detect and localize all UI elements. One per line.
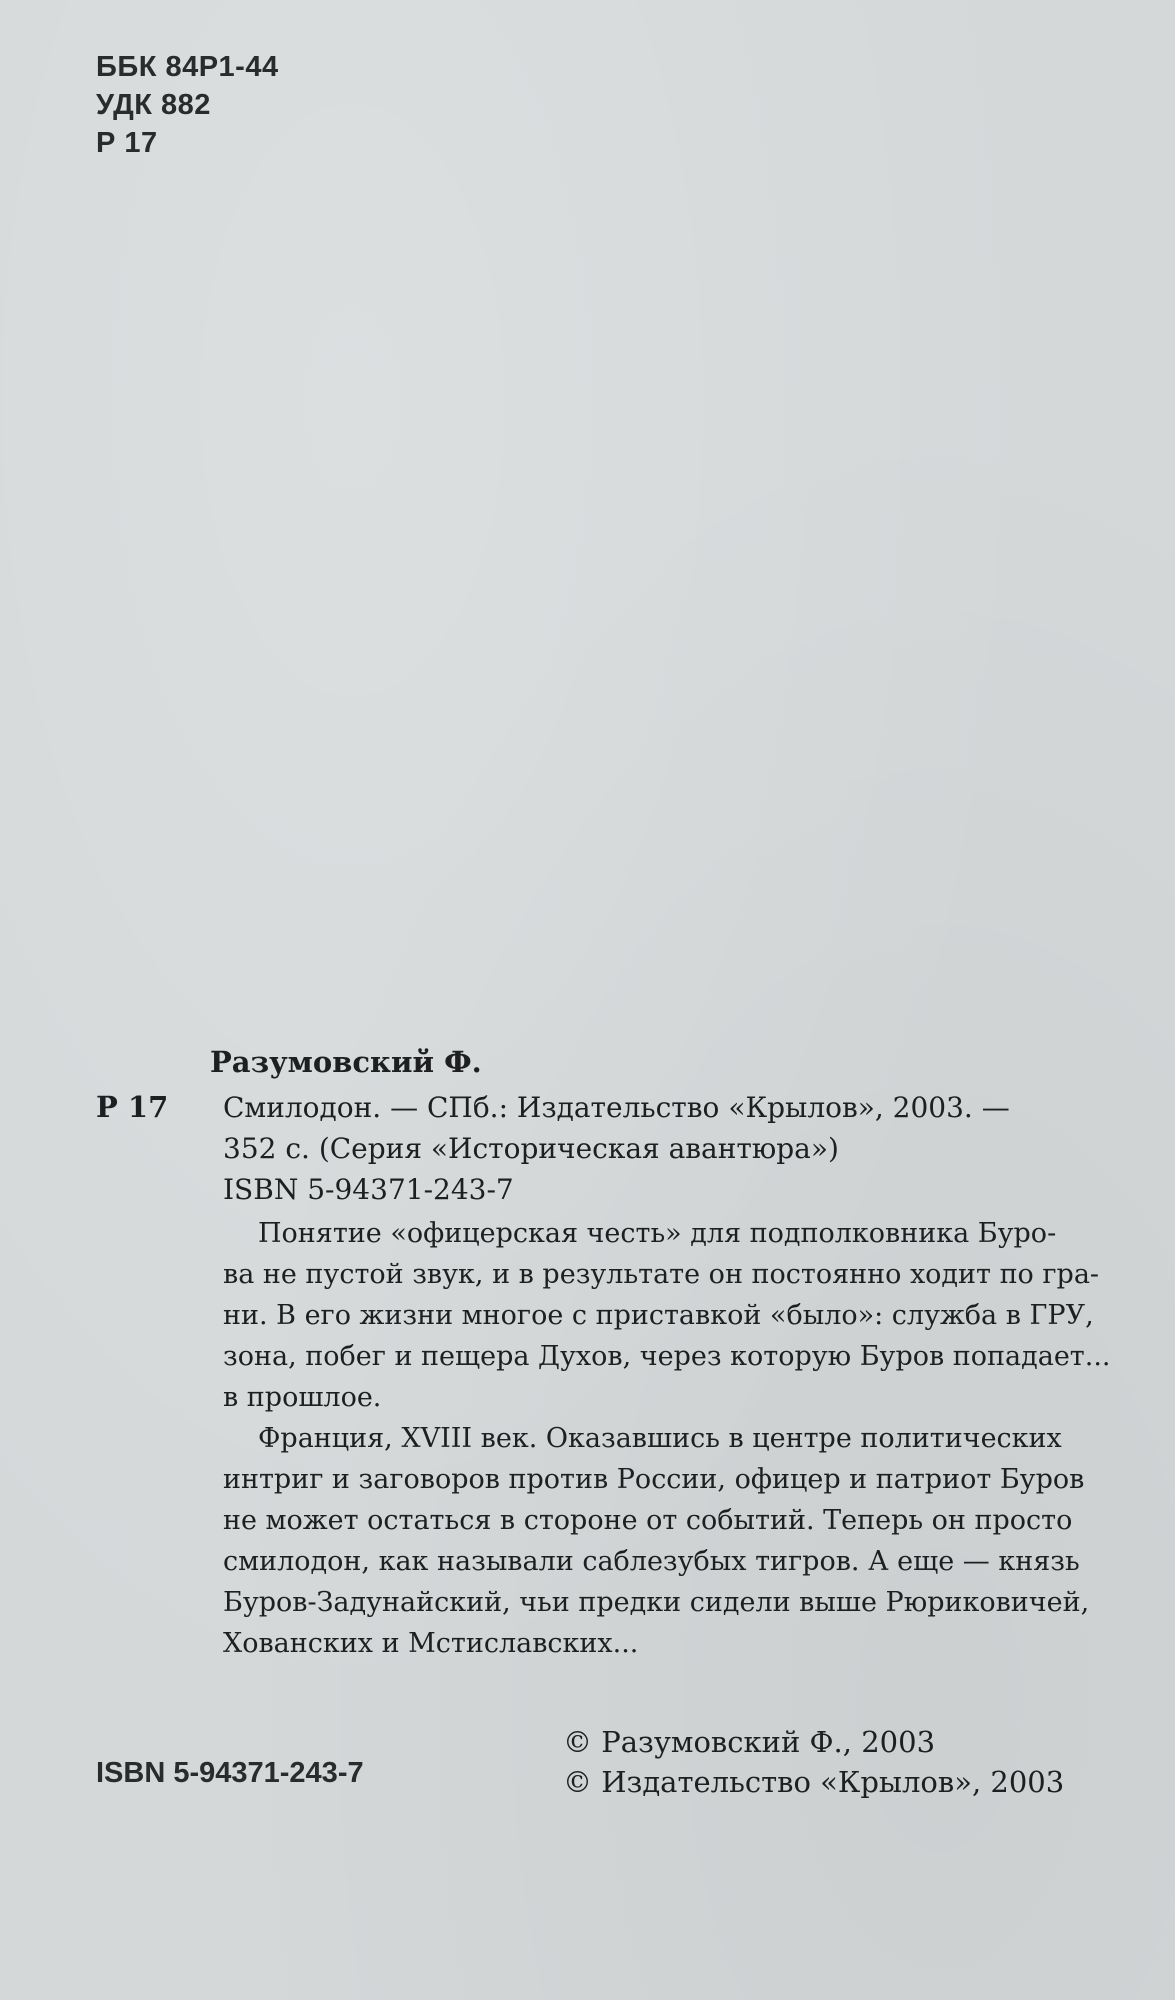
classification-block [96,48,279,162]
annotation-line: ни. В его жизни многое с приставкой «было»: служба в ГРУ, [223,1300,1094,1331]
copyright-block [563,1722,1064,1802]
annotation-line: зона, побег и пещера Духов, через которую Буров попадает... [223,1341,1111,1372]
annotation-line: Понятие «офицерская честь» для подполковника Буро- [258,1218,1057,1249]
copyright-author: © Разумовский Ф., 2003 [563,1725,936,1759]
annotation [223,1213,1123,1664]
copyright-publisher: © Издательство «Крылов», 2003 [563,1765,1065,1799]
annotation-line: ва не пустой звук, и в результате он постоянно ходит по гра- [223,1259,1100,1290]
annotation-line: смилодон, как называли саблезубых тигров. А еще — князь [223,1546,1080,1577]
annotation-line: интриг и заговоров против России, офицер и патриот Буров [223,1464,1085,1495]
entry-line: 352 с. (Серия «Историческая авантюра») [223,1132,839,1165]
bbk-code: ББК 84Р1-44 [96,51,279,83]
entry-code: Р 17 [96,1090,169,1124]
entry-line: ISBN 5-94371-243-7 [223,1173,514,1206]
annotation-line: Буров-Задунайский, чьи предки сидели выше Рюриковичей, [223,1587,1090,1618]
entry-author: Разумовский Ф. [210,1045,482,1079]
isbn-footer: ISBN 5-94371-243-7 [96,1757,364,1789]
udk-code: УДК 882 [96,89,211,121]
author-sign: Р 17 [96,127,158,159]
entry-line: Смилодон. — СПб.: Издательство «Крылов», 2003. — [223,1091,1010,1124]
bibliographic-entry [223,1087,1010,1210]
annotation-line: в прошлое. [223,1382,382,1413]
annotation-line: Франция, XVIII век. Оказавшись в центре политических [258,1423,1062,1454]
annotation-line: Хованских и Мстиславских... [223,1628,639,1659]
annotation-line: не может остаться в стороне от событий. Теперь он просто [223,1505,1073,1536]
